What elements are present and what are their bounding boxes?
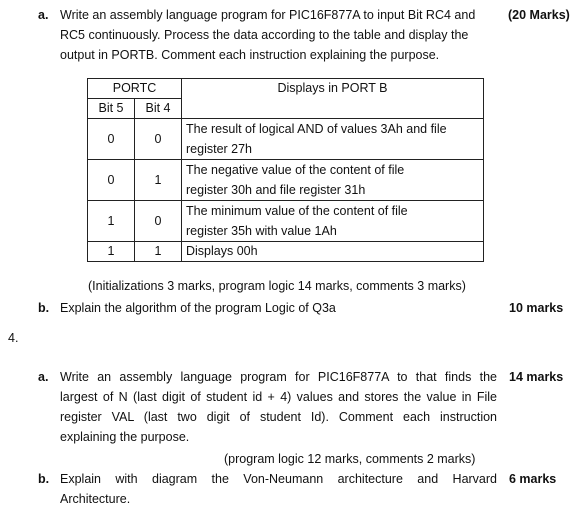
q4-part-a-letter: a. <box>38 370 49 384</box>
description-line: register 27h <box>186 142 253 156</box>
q4-part-a-line: Write an assembly language program for PIC16F877A to that finds the <box>60 370 497 384</box>
q4-part-b-marks: 6 marks <box>509 472 557 486</box>
bit5-cell: 1 <box>88 201 135 242</box>
q4-part-a-line: register VAL (last two digit of student Id). Comment each instruction <box>60 410 497 424</box>
bit4-cell: 1 <box>135 160 182 201</box>
table-row <box>88 119 484 160</box>
bit4-cell: 0 <box>135 119 182 160</box>
description-line: The result of logical AND of values 3Ah and file <box>186 122 447 136</box>
bit4-cell: 0 <box>135 201 182 242</box>
description-line: register 30h and file register 31h <box>186 183 366 197</box>
display-description <box>182 160 484 201</box>
portc-display-table <box>87 78 484 262</box>
portc-header: PORTC <box>88 79 182 99</box>
bit5-cell: 1 <box>88 242 135 262</box>
bit5-cell: 0 <box>88 160 135 201</box>
q3-part-a-line: output in PORTB. Comment each instruction explaining the purpose. <box>60 48 440 62</box>
bit5-cell: 0 <box>88 119 135 160</box>
table-header-row <box>88 79 484 99</box>
display-description <box>182 242 484 262</box>
table-row <box>88 242 484 262</box>
description-line: Displays 00h <box>186 244 258 258</box>
q3-part-b-text: Explain the algorithm of the program Logic of Q3a <box>60 301 336 315</box>
display-description <box>182 201 484 242</box>
q4-part-b-line: Explain with diagram the Von-Neumann architecture and Harvard <box>60 472 497 486</box>
q4-part-a-marks: 14 marks <box>509 370 564 384</box>
display-description <box>182 119 484 160</box>
q4-part-b-line: Architecture. <box>60 492 131 506</box>
table-row <box>88 160 484 201</box>
q4-part-a-mark-breakdown: (program logic 12 marks, comments 2 marks) <box>224 452 476 466</box>
bit4-cell: 1 <box>135 242 182 262</box>
q4-part-a-text <box>60 367 497 447</box>
q3-part-a-mark-breakdown: (Initializations 3 marks, program logic 14 marks, comments 3 marks) <box>88 279 466 293</box>
q3-part-a-letter: a. <box>38 8 49 22</box>
q3-part-a-line: RC5 continuously. Process the data according to the table and display the <box>60 28 469 42</box>
q4-part-b-letter: b. <box>38 472 50 486</box>
displays-header: Displays in PORT B <box>182 79 484 119</box>
description-line: The minimum value of the content of file <box>186 204 408 218</box>
question-4-number: 4. <box>8 331 19 345</box>
description-line: The negative value of the content of file <box>186 163 405 177</box>
q3-part-b-letter: b. <box>38 301 50 315</box>
q3-part-a-text <box>60 5 475 65</box>
q4-part-a-line: largest of N (last digit of student id + 4) values and stores the value in File <box>60 390 497 404</box>
description-line: register 35h with value 1Ah <box>186 224 337 238</box>
table-row <box>88 201 484 242</box>
q3-part-b-marks: 10 marks <box>509 301 564 315</box>
bit4-header: Bit 4 <box>135 99 182 119</box>
q3-part-a-line: Write an assembly language program for PIC16F877A to input Bit RC4 and <box>60 8 476 22</box>
bit5-header: Bit 5 <box>88 99 135 119</box>
q4-part-a-line: explaining the purpose. <box>60 430 190 444</box>
q4-part-b-text <box>60 469 497 509</box>
q3-part-a-marks: (20 Marks) <box>508 8 570 22</box>
